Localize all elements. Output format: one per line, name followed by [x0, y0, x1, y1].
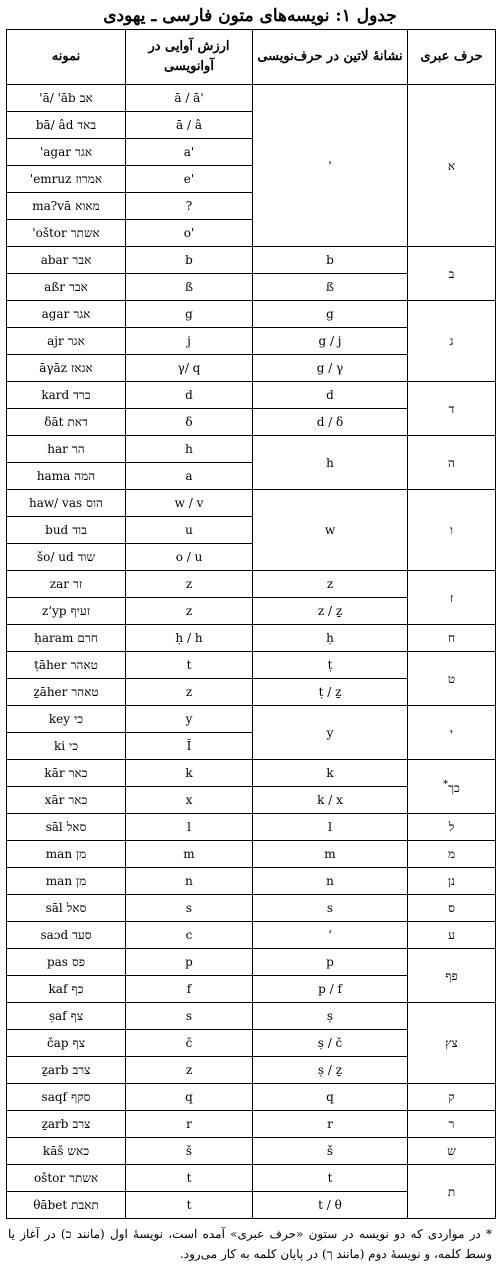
hebrew-letter-cell	[408, 949, 496, 1003]
example-latin: ma?vā	[32, 199, 72, 213]
translit-cell: g / j	[253, 328, 408, 355]
phonetic-cell: g	[126, 301, 253, 328]
hebrew-letter: כך	[448, 781, 460, 795]
example-latin: kāš	[42, 1144, 64, 1158]
phonetic-cell: ā / â	[126, 112, 253, 139]
phonetic-cell: a	[126, 463, 253, 490]
phonetic-cell: n	[126, 868, 253, 895]
translit-cell: ṭ / ẕ	[253, 679, 408, 706]
phonetic-cell: s	[126, 895, 253, 922]
example-hebrew: חרם	[77, 631, 98, 645]
translit-cell: ḥ	[253, 625, 408, 652]
footnote-marker: *	[443, 779, 449, 790]
hebrew-letter: י	[449, 725, 454, 740]
hebrew-letter: נן	[448, 874, 455, 888]
table-row	[7, 301, 496, 328]
phonetic-cell: z	[126, 571, 253, 598]
example-latin: man	[45, 847, 73, 861]
example-hebrew: אשתר	[69, 1171, 99, 1185]
table-row	[7, 841, 496, 868]
example-cell	[7, 706, 126, 733]
translit-cell: '	[253, 85, 408, 247]
example-latin: čap	[46, 1036, 69, 1050]
example-hebrew: כי	[69, 739, 79, 753]
example-cell	[7, 976, 126, 1003]
phonetic-cell: f	[126, 976, 253, 1003]
example-latin: 'ā/ 'āb	[39, 91, 76, 105]
example-latin: abar	[40, 253, 69, 267]
example-latin: zar	[49, 577, 69, 591]
hebrew-letter-cell	[408, 436, 496, 490]
example-cell	[7, 1030, 126, 1057]
phonetic-cell: t	[126, 1192, 253, 1219]
example-hebrew: אגאז	[71, 361, 93, 375]
phonetic-cell: γ/ q	[126, 355, 253, 382]
example-hebrew: דאת	[67, 415, 88, 429]
table-row	[7, 1138, 496, 1165]
example-latin: saqf	[41, 1090, 67, 1104]
example-hebrew: מן	[76, 874, 87, 888]
phonetic-cell: č	[126, 1030, 253, 1057]
table-row	[7, 247, 496, 274]
example-latin: ṣaf	[48, 1009, 67, 1023]
hebrew-letter: ק	[448, 1090, 455, 1104]
phonetic-cell: y	[126, 706, 253, 733]
phonetic-cell: o / u	[126, 544, 253, 571]
table-row	[7, 1003, 496, 1030]
example-latin: šo/ ud	[37, 550, 74, 564]
example-latin: agar	[41, 307, 70, 321]
table-row	[7, 382, 496, 409]
phonetic-cell: d	[126, 382, 253, 409]
table-row	[7, 625, 496, 652]
hebrew-letter-cell	[408, 652, 496, 706]
phonetic-cell: p	[126, 949, 253, 976]
hebrew-letter: ג	[449, 334, 454, 348]
table-row	[7, 760, 496, 787]
hebrew-letter: א	[447, 158, 456, 173]
example-latin: kaf	[48, 982, 68, 996]
hebrew-letter: ר	[448, 1117, 455, 1131]
hebrew-letter: ת	[447, 1184, 456, 1199]
example-hebrew: צף	[70, 1009, 84, 1023]
table-row	[7, 1111, 496, 1138]
header-translit: نشانهٔ لاتین در حرف‌نویسی	[253, 30, 408, 85]
table-body	[7, 85, 496, 1219]
phonetic-cell: j	[126, 328, 253, 355]
translit-cell: k / x	[253, 787, 408, 814]
phonetic-cell: t	[126, 652, 253, 679]
translit-cell: ß	[253, 274, 408, 301]
example-hebrew: סעד	[72, 928, 92, 942]
translit-cell: ‘	[253, 922, 408, 949]
phonetic-cell: u	[126, 517, 253, 544]
example-cell	[7, 544, 126, 571]
table-row	[7, 814, 496, 841]
phonetic-cell: w / v	[126, 490, 253, 517]
example-hebrew: זעיף	[70, 604, 91, 618]
example-cell	[7, 949, 126, 976]
example-latin: āγāz	[39, 361, 68, 375]
example-latin: ḥaram	[34, 631, 74, 645]
example-latin: ajr	[47, 334, 64, 348]
hebrew-letter-cell	[408, 895, 496, 922]
script-table	[6, 29, 496, 1219]
example-hebrew: צרב	[72, 1117, 91, 1131]
example-cell	[7, 1003, 126, 1030]
translit-cell: y	[253, 706, 408, 760]
translit-cell: h	[253, 436, 408, 490]
example-latin: ẕarb	[41, 1117, 69, 1131]
example-latin: xār	[44, 793, 65, 807]
hebrew-letter: ש	[447, 1144, 456, 1158]
example-latin: man	[45, 874, 73, 888]
example-hebrew: זר	[72, 577, 83, 591]
example-latin: kār	[44, 766, 65, 780]
translit-cell: l	[253, 814, 408, 841]
table-row	[7, 706, 496, 733]
example-hebrew: בוד	[72, 523, 87, 537]
example-latin: 'agar	[39, 145, 71, 159]
hebrew-letter-cell	[408, 868, 496, 895]
hebrew-letter-cell	[408, 382, 496, 436]
example-latin: kard	[41, 388, 70, 402]
table-row	[7, 436, 496, 463]
table-row	[7, 922, 496, 949]
example-cell	[7, 1057, 126, 1084]
translit-cell: z / ẕ	[253, 598, 408, 625]
phonetic-cell: 'ā / ā	[126, 85, 253, 112]
hebrew-letter: צץ	[445, 1036, 458, 1050]
example-hebrew: אגר	[74, 145, 93, 159]
hebrew-letter: ח	[447, 631, 456, 645]
phonetic-cell: 'a	[126, 139, 253, 166]
translit-cell: ṭ	[253, 652, 408, 679]
phonetic-cell: q	[126, 1084, 253, 1111]
example-hebrew: הר	[71, 442, 85, 456]
example-hebrew: אבר	[72, 253, 92, 267]
example-latin: saɔd	[40, 928, 69, 942]
table-row	[7, 1084, 496, 1111]
example-latin: haw/ vas	[29, 496, 83, 510]
header-row	[7, 30, 496, 85]
phonetic-cell: z	[126, 598, 253, 625]
table-title: جدول ۱: نویسه‌های متون فارسی ـ یهودی	[103, 6, 397, 26]
translit-cell: z	[253, 571, 408, 598]
example-cell	[7, 85, 126, 112]
example-hebrew: אבר	[69, 280, 88, 294]
table-row	[7, 1165, 496, 1192]
translit-cell: g / γ	[253, 355, 408, 382]
translit-cell: p / f	[253, 976, 408, 1003]
example-cell	[7, 571, 126, 598]
example-cell	[7, 436, 126, 463]
example-cell	[7, 166, 126, 193]
hebrew-letter: פף	[445, 968, 458, 983]
example-cell	[7, 193, 126, 220]
header-phonetic: ارزش آوایی در آوانویسی	[126, 30, 253, 85]
table-row	[7, 571, 496, 598]
example-cell	[7, 760, 126, 787]
example-latin: har	[47, 442, 68, 456]
table-row	[7, 490, 496, 517]
example-cell	[7, 301, 126, 328]
example-hebrew: צף	[72, 1036, 86, 1050]
translit-cell: d / δ	[253, 409, 408, 436]
example-hebrew: באד	[77, 118, 97, 132]
translit-cell: n	[253, 868, 408, 895]
example-hebrew: סאל	[66, 901, 87, 915]
example-hebrew: כף	[71, 982, 84, 996]
phonetic-cell: b	[126, 247, 253, 274]
phonetic-cell: s	[126, 1003, 253, 1030]
example-hebrew: מן	[76, 847, 87, 861]
phonetic-cell: 'o	[126, 220, 253, 247]
example-hebrew: אשתר	[70, 226, 100, 240]
example-latin: z‘yp	[41, 604, 67, 618]
example-latin: ṭāher	[34, 658, 67, 672]
translit-cell: ṣ	[253, 1003, 408, 1030]
example-cell	[7, 1192, 126, 1219]
phonetic-cell: c	[126, 922, 253, 949]
hebrew-letter-cell	[408, 1138, 496, 1165]
example-cell	[7, 220, 126, 247]
hebrew-letter: ו	[449, 523, 454, 537]
example-cell	[7, 868, 126, 895]
example-latin: ẕāher	[33, 685, 68, 699]
example-hebrew: אב	[79, 91, 93, 105]
translit-cell: š	[253, 1138, 408, 1165]
table-row	[7, 652, 496, 679]
example-cell	[7, 598, 126, 625]
example-hebrew: המה	[74, 469, 96, 483]
hebrew-letter-cell	[408, 841, 496, 868]
example-latin: bud	[45, 523, 69, 537]
translit-cell: p	[253, 949, 408, 976]
example-cell	[7, 139, 126, 166]
example-cell	[7, 328, 126, 355]
example-hebrew: אגר	[73, 307, 91, 321]
hebrew-letter: מ	[447, 847, 456, 861]
example-cell	[7, 1084, 126, 1111]
phonetic-cell: z	[126, 1057, 253, 1084]
table-row	[7, 85, 496, 112]
translit-cell: b	[253, 247, 408, 274]
example-latin: 'oštor	[32, 226, 67, 240]
example-cell	[7, 463, 126, 490]
phonetic-cell: ?	[126, 193, 253, 220]
example-hebrew: סקף	[70, 1090, 91, 1104]
hebrew-letter-cell	[408, 301, 496, 382]
hebrew-letter-cell	[408, 760, 496, 814]
phonetic-cell: ḥ / h	[126, 625, 253, 652]
example-cell	[7, 382, 126, 409]
example-hebrew: פס	[71, 955, 86, 969]
example-cell	[7, 841, 126, 868]
hebrew-letter: ב	[448, 266, 455, 281]
example-hebrew: שוד	[77, 550, 95, 564]
hebrew-letter-cell	[408, 1084, 496, 1111]
example-cell	[7, 679, 126, 706]
phonetic-cell: 'e	[126, 166, 253, 193]
translit-cell: t	[253, 1165, 408, 1192]
hebrew-letter-cell	[408, 490, 496, 571]
phonetic-cell: h	[126, 436, 253, 463]
hebrew-letter-cell	[408, 706, 496, 760]
example-hebrew: כי	[74, 712, 84, 726]
example-hebrew: מאוא	[75, 199, 100, 213]
example-latin: sāl	[45, 820, 63, 834]
hebrew-letter-cell	[408, 1111, 496, 1138]
translit-cell: s	[253, 895, 408, 922]
translit-cell: k	[253, 760, 408, 787]
translit-cell: t / θ	[253, 1192, 408, 1219]
example-hebrew: הוס	[86, 496, 103, 510]
example-cell	[7, 814, 126, 841]
translit-cell: ṣ / ẕ	[253, 1057, 408, 1084]
example-cell	[7, 112, 126, 139]
example-hebrew: אמרוז	[75, 172, 103, 186]
example-latin: pas	[46, 955, 68, 969]
example-hebrew: כאר	[68, 793, 88, 807]
example-hebrew: כאש	[67, 1144, 90, 1158]
example-cell	[7, 922, 126, 949]
example-cell	[7, 517, 126, 544]
hebrew-letter: ז	[449, 590, 454, 605]
hebrew-letter: ה	[448, 455, 455, 470]
table-row	[7, 895, 496, 922]
example-hebrew: כאר	[68, 766, 88, 780]
phonetic-cell: ß	[126, 274, 253, 301]
hebrew-letter-cell	[408, 571, 496, 625]
example-cell	[7, 247, 126, 274]
example-hebrew: אגר	[67, 334, 85, 348]
hebrew-letter-cell	[408, 814, 496, 841]
hebrew-letter-cell	[408, 247, 496, 301]
translit-cell: q	[253, 1084, 408, 1111]
translit-cell: ṣ / č	[253, 1030, 408, 1057]
phonetic-cell: t	[126, 1165, 253, 1192]
phonetic-cell: x	[126, 787, 253, 814]
hebrew-letter: ע	[448, 928, 455, 942]
example-cell	[7, 355, 126, 382]
example-hebrew: סאל	[66, 820, 87, 834]
hebrew-letter-cell	[408, 1003, 496, 1084]
example-latin: ẕarb	[41, 1063, 69, 1077]
example-latin: bā/ âd	[35, 118, 74, 132]
example-cell	[7, 625, 126, 652]
phonetic-cell: z	[126, 679, 253, 706]
header-letter: حرف عبری	[408, 30, 496, 85]
translit-cell: r	[253, 1111, 408, 1138]
footnote: * در مواردی که دو نویسه در ستون «حرف عبری» آمده است، نویسهٔ اول (مانند כ) در آغاز یا وسط کلمه، و نویسهٔ دوم (مانند ך) در پایان کلمه به کار می‌رود.	[8, 1227, 492, 1261]
hebrew-letter: ס	[448, 901, 455, 915]
translit-cell: g	[253, 301, 408, 328]
phonetic-cell: r	[126, 1111, 253, 1138]
hebrew-letter: ל	[448, 820, 455, 834]
example-latin: 'emruz	[29, 172, 72, 186]
hebrew-letter: ד	[448, 401, 455, 416]
example-cell	[7, 274, 126, 301]
header-example: نمونه	[7, 30, 126, 85]
example-latin: hama	[36, 469, 71, 483]
example-latin: θābet	[33, 1198, 68, 1212]
table-row	[7, 949, 496, 976]
phonetic-cell: l	[126, 814, 253, 841]
hebrew-letter-cell	[408, 922, 496, 949]
example-latin: aßr	[44, 280, 65, 294]
phonetic-cell: š	[126, 1138, 253, 1165]
hebrew-letter-cell	[408, 625, 496, 652]
example-cell	[7, 1165, 126, 1192]
example-latin: oštor	[33, 1171, 66, 1185]
example-cell	[7, 1138, 126, 1165]
example-cell	[7, 652, 126, 679]
example-cell	[7, 1111, 126, 1138]
example-hebrew: תאבת	[71, 1198, 99, 1212]
translit-cell: d	[253, 382, 408, 409]
example-cell	[7, 733, 126, 760]
example-latin: δāt	[44, 415, 64, 429]
example-cell	[7, 895, 126, 922]
hebrew-letter-cell	[408, 85, 496, 247]
hebrew-letter: ט	[447, 671, 456, 686]
example-latin: key	[48, 712, 71, 726]
example-cell	[7, 409, 126, 436]
phonetic-cell: δ	[126, 409, 253, 436]
table-row	[7, 868, 496, 895]
translit-cell: m	[253, 841, 408, 868]
translit-cell: w	[253, 490, 408, 571]
hebrew-letter-cell	[408, 1165, 496, 1219]
example-latin: sāl	[45, 901, 63, 915]
example-cell	[7, 490, 126, 517]
phonetic-cell: m	[126, 841, 253, 868]
example-hebrew: צרב	[72, 1063, 91, 1077]
example-cell	[7, 787, 126, 814]
phonetic-cell: Ĭ	[126, 733, 253, 760]
example-hebrew: טאהר	[71, 685, 99, 699]
example-latin: ki	[53, 739, 66, 753]
phonetic-cell: k	[126, 760, 253, 787]
example-hebrew: טאהר	[70, 658, 98, 672]
example-hebrew: כרד	[73, 388, 91, 402]
